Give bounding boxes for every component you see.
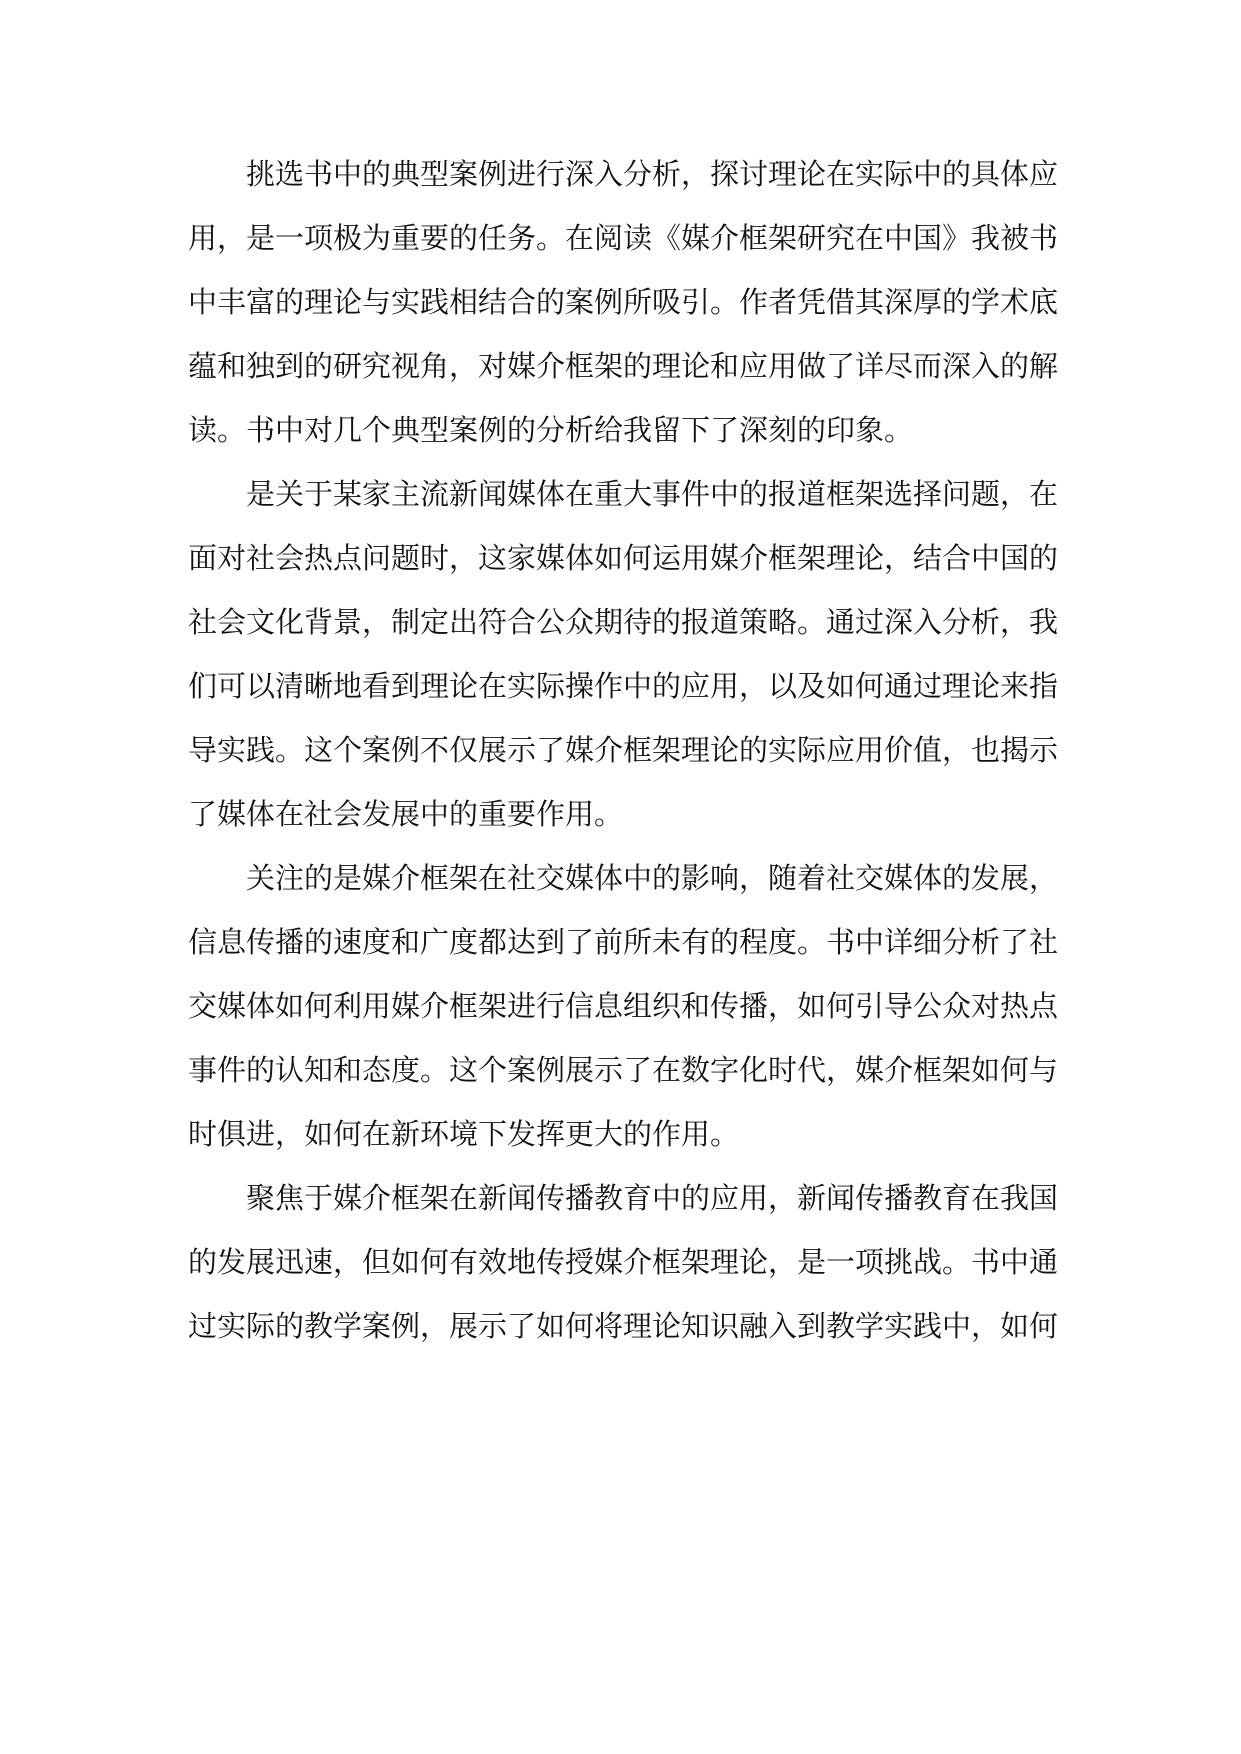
text-line: 导实践。这个案例不仅展示了媒介框架理论的实际应用价值，也揭示 (188, 733, 1059, 767)
text-line: 中丰富的理论与实践相结合的案例所吸引。作者凭借其深厚的学术底 (188, 285, 1059, 319)
text-line: 过实际的教学案例，展示了如何将理论知识融入到教学实践中，如何 (188, 1309, 1059, 1343)
text-line: 蕴和独到的研究视角，对媒介框架的理论和应用做了详尽而深入的解 (188, 349, 1059, 383)
paragraph-4 (188, 1166, 1058, 1358)
text-line: 时俱进，如何在新环境下发挥更大的作用。 (188, 1117, 740, 1151)
text-line: 读。书中对几个典型案例的分析给我留下了深刻的印象。 (188, 413, 914, 447)
text-line: 是关于某家主流新闻媒体在重大事件中的报道框架选择问题，在 (246, 477, 1059, 511)
text-line: 面对社会热点问题时，这家媒体如何运用媒介框架理论，结合中国的 (188, 541, 1059, 575)
paragraph-1 (188, 142, 1058, 462)
text-line: 社会文化背景，制定出符合公众期待的报道策略。通过深入分析，我 (188, 605, 1059, 639)
text-line: 事件的认知和态度。这个案例展示了在数字化时代，媒介框架如何与 (188, 1053, 1059, 1087)
text-line: 挑选书中的典型案例进行深入分析，探讨理论在实际中的具体应 (246, 157, 1059, 191)
text-line: 用，是一项极为重要的任务。在阅读《媒介框架研究在中国》我被书 (188, 221, 1059, 255)
text-line: 了媒体在社会发展中的重要作用。 (188, 797, 624, 831)
text-line: 交媒体如何利用媒介框架进行信息组织和传播，如何引导公众对热点 (188, 989, 1059, 1023)
text-line: 聚焦于媒介框架在新闻传播教育中的应用，新闻传播教育在我国 (246, 1181, 1059, 1215)
text-line: 信息传播的速度和广度都达到了前所未有的程度。书中详细分析了社 (188, 925, 1059, 959)
paragraph-3 (188, 846, 1058, 1166)
text-line: 们可以清晰地看到理论在实际操作中的应用，以及如何通过理论来指 (188, 669, 1059, 703)
text-line: 的发展迅速，但如何有效地传授媒介框架理论，是一项挑战。书中通 (188, 1245, 1059, 1279)
paragraph-2 (188, 462, 1058, 846)
body-text (188, 142, 1058, 1358)
text-line: 关注的是媒介框架在社交媒体中的影响，随着社交媒体的发展， (246, 861, 1059, 895)
